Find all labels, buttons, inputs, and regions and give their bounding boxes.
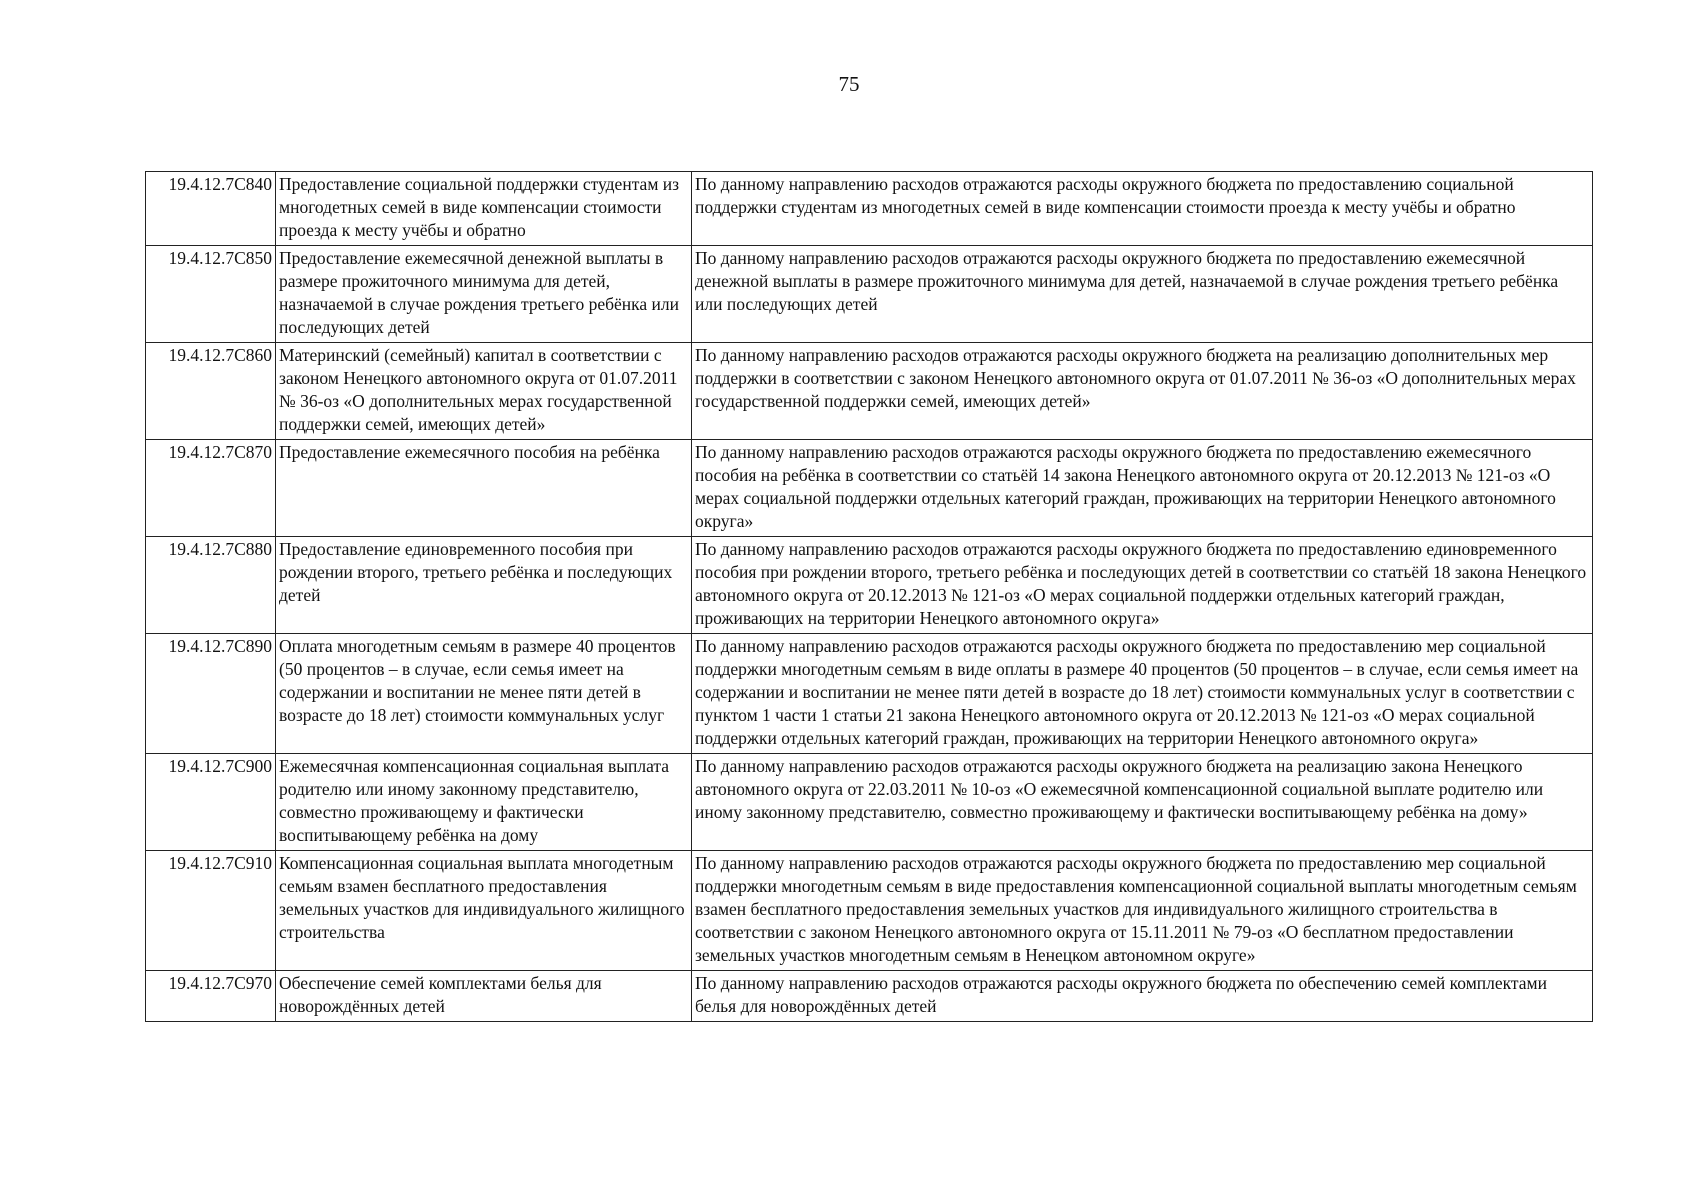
row-description: По данному направлению расходов отражаются расходы окружного бюджета по предоставлению мер социальной поддержки многодетным семьям в виде предоставления компенсационной социальной выплаты многодетным семьям взамен бесплатного предоставления земельных участков для индивидуального жилищного строительства в соответствии с законом Ненецкого автономного округа от 15.11.2011 № 79-оз «О бесплатном предоставлении земельных участков многодетным семьям в Ненецком автономном округе» xyxy=(692,851,1593,971)
row-description: По данному направлению расходов отражаются расходы окружного бюджета по предоставлению мер социальной поддержки многодетным семьям в виде оплаты в размере 40 процентов (50 процентов – в случае, если семья имеет на содержании и воспитании не менее пяти детей в возрасте до 18 лет) стоимости коммунальных услуг в соответствии с пунктом 1 части 1 статьи 21 закона Ненецкого автономного округа от 20.12.2013 № 121-оз «О мерах социальной поддержки отдельных категорий граждан, проживающих на территории Ненецкого автономного округа» xyxy=(692,634,1593,754)
row-code: 19.4.12.7С870 xyxy=(146,440,276,537)
row-description: По данному направлению расходов отражаются расходы окружного бюджета на реализацию дополнительных мер поддержки в соответствии с законом Ненецкого автономного округа от 01.07.2011 № 36-оз «О дополнительных мерах государственной поддержки семей, имеющих детей» xyxy=(692,343,1593,440)
row-description: По данному направлению расходов отражаются расходы окружного бюджета по обеспечению семей комплектами белья для новорождённых детей xyxy=(692,971,1593,1022)
row-name: Оплата многодетным семьям в размере 40 процентов (50 процентов – в случае, если семья имеет на содержании и воспитании не менее пяти детей в возрасте до 18 лет) стоимости коммунальных услуг xyxy=(276,634,692,754)
row-name: Предоставление ежемесячного пособия на ребёнка xyxy=(276,440,692,537)
row-name: Обеспечение семей комплектами белья для новорождённых детей xyxy=(276,971,692,1022)
page-number: 75 xyxy=(838,72,860,96)
row-code: 19.4.12.7С850 xyxy=(146,246,276,343)
row-description: По данному направлению расходов отражаются расходы окружного бюджета на реализацию закона Ненецкого автономного округа от 22.03.2011 № 10-оз «О ежемесячной компенсационной социальной выплате родителю или иному законному представителю, совместно проживающему и фактически воспитывающему ребёнка на дому» xyxy=(692,754,1593,851)
budget-classification-table xyxy=(145,171,1593,1022)
table-row xyxy=(146,172,1593,246)
row-code: 19.4.12.7С890 xyxy=(146,634,276,754)
row-code: 19.4.12.7С860 xyxy=(146,343,276,440)
row-description: По данному направлению расходов отражаются расходы окружного бюджета по предоставлению единовременного пособия при рождении второго, третьего ребёнка и последующих детей в соответствии со статьёй 18 закона Ненецкого автономного округа от 20.12.2013 № 121-оз «О мерах социальной поддержки отдельных категорий граждан, проживающих на территории Ненецкого автономного округа» xyxy=(692,537,1593,634)
table-row xyxy=(146,634,1593,754)
row-code: 19.4.12.7С910 xyxy=(146,851,276,971)
table-row xyxy=(146,971,1593,1022)
row-name: Компенсационная социальная выплата многодетным семьям взамен бесплатного предоставления земельных участков для индивидуального жилищного строительства xyxy=(276,851,692,971)
table-row xyxy=(146,754,1593,851)
row-code: 19.4.12.7С970 xyxy=(146,971,276,1022)
table-row xyxy=(146,851,1593,971)
row-description: По данному направлению расходов отражаются расходы окружного бюджета по предоставлению ежемесячного пособия на ребёнка в соответствии со статьёй 14 закона Ненецкого автономного округа от 20.12.2013 № 121-оз «О мерах социальной поддержки отдельных категорий граждан, проживающих на территории Ненецкого автономного округа» xyxy=(692,440,1593,537)
row-name: Ежемесячная компенсационная социальная выплата родителю или иному законному представителю, совместно проживающему и фактически воспитывающему ребёнка на дому xyxy=(276,754,692,851)
row-code: 19.4.12.7С900 xyxy=(146,754,276,851)
row-name: Материнский (семейный) капитал в соответствии с законом Ненецкого автономного округа от 01.07.2011 № 36-оз «О дополнительных мерах государственной поддержки семей, имеющих детей» xyxy=(276,343,692,440)
table-row xyxy=(146,537,1593,634)
table-row xyxy=(146,440,1593,537)
row-description: По данному направлению расходов отражаются расходы окружного бюджета по предоставлению ежемесячной денежной выплаты в размере прожиточного минимума для детей, назначаемой в случае рождения третьего ребёнка или последующих детей xyxy=(692,246,1593,343)
row-description: По данному направлению расходов отражаются расходы окружного бюджета по предоставлению социальной поддержки студентам из многодетных семей в виде компенсации стоимости проезда к месту учёбы и обратно xyxy=(692,172,1593,246)
row-name: Предоставление ежемесячной денежной выплаты в размере прожиточного минимума для детей, назначаемой в случае рождения третьего ребёнка или последующих детей xyxy=(276,246,692,343)
table-row xyxy=(146,246,1593,343)
table-row xyxy=(146,343,1593,440)
row-code: 19.4.12.7С840 xyxy=(146,172,276,246)
row-name: Предоставление социальной поддержки студентам из многодетных семей в виде компенсации стоимости проезда к месту учёбы и обратно xyxy=(276,172,692,246)
row-name: Предоставление единовременного пособия при рождении второго, третьего ребёнка и последующих детей xyxy=(276,537,692,634)
row-code: 19.4.12.7С880 xyxy=(146,537,276,634)
